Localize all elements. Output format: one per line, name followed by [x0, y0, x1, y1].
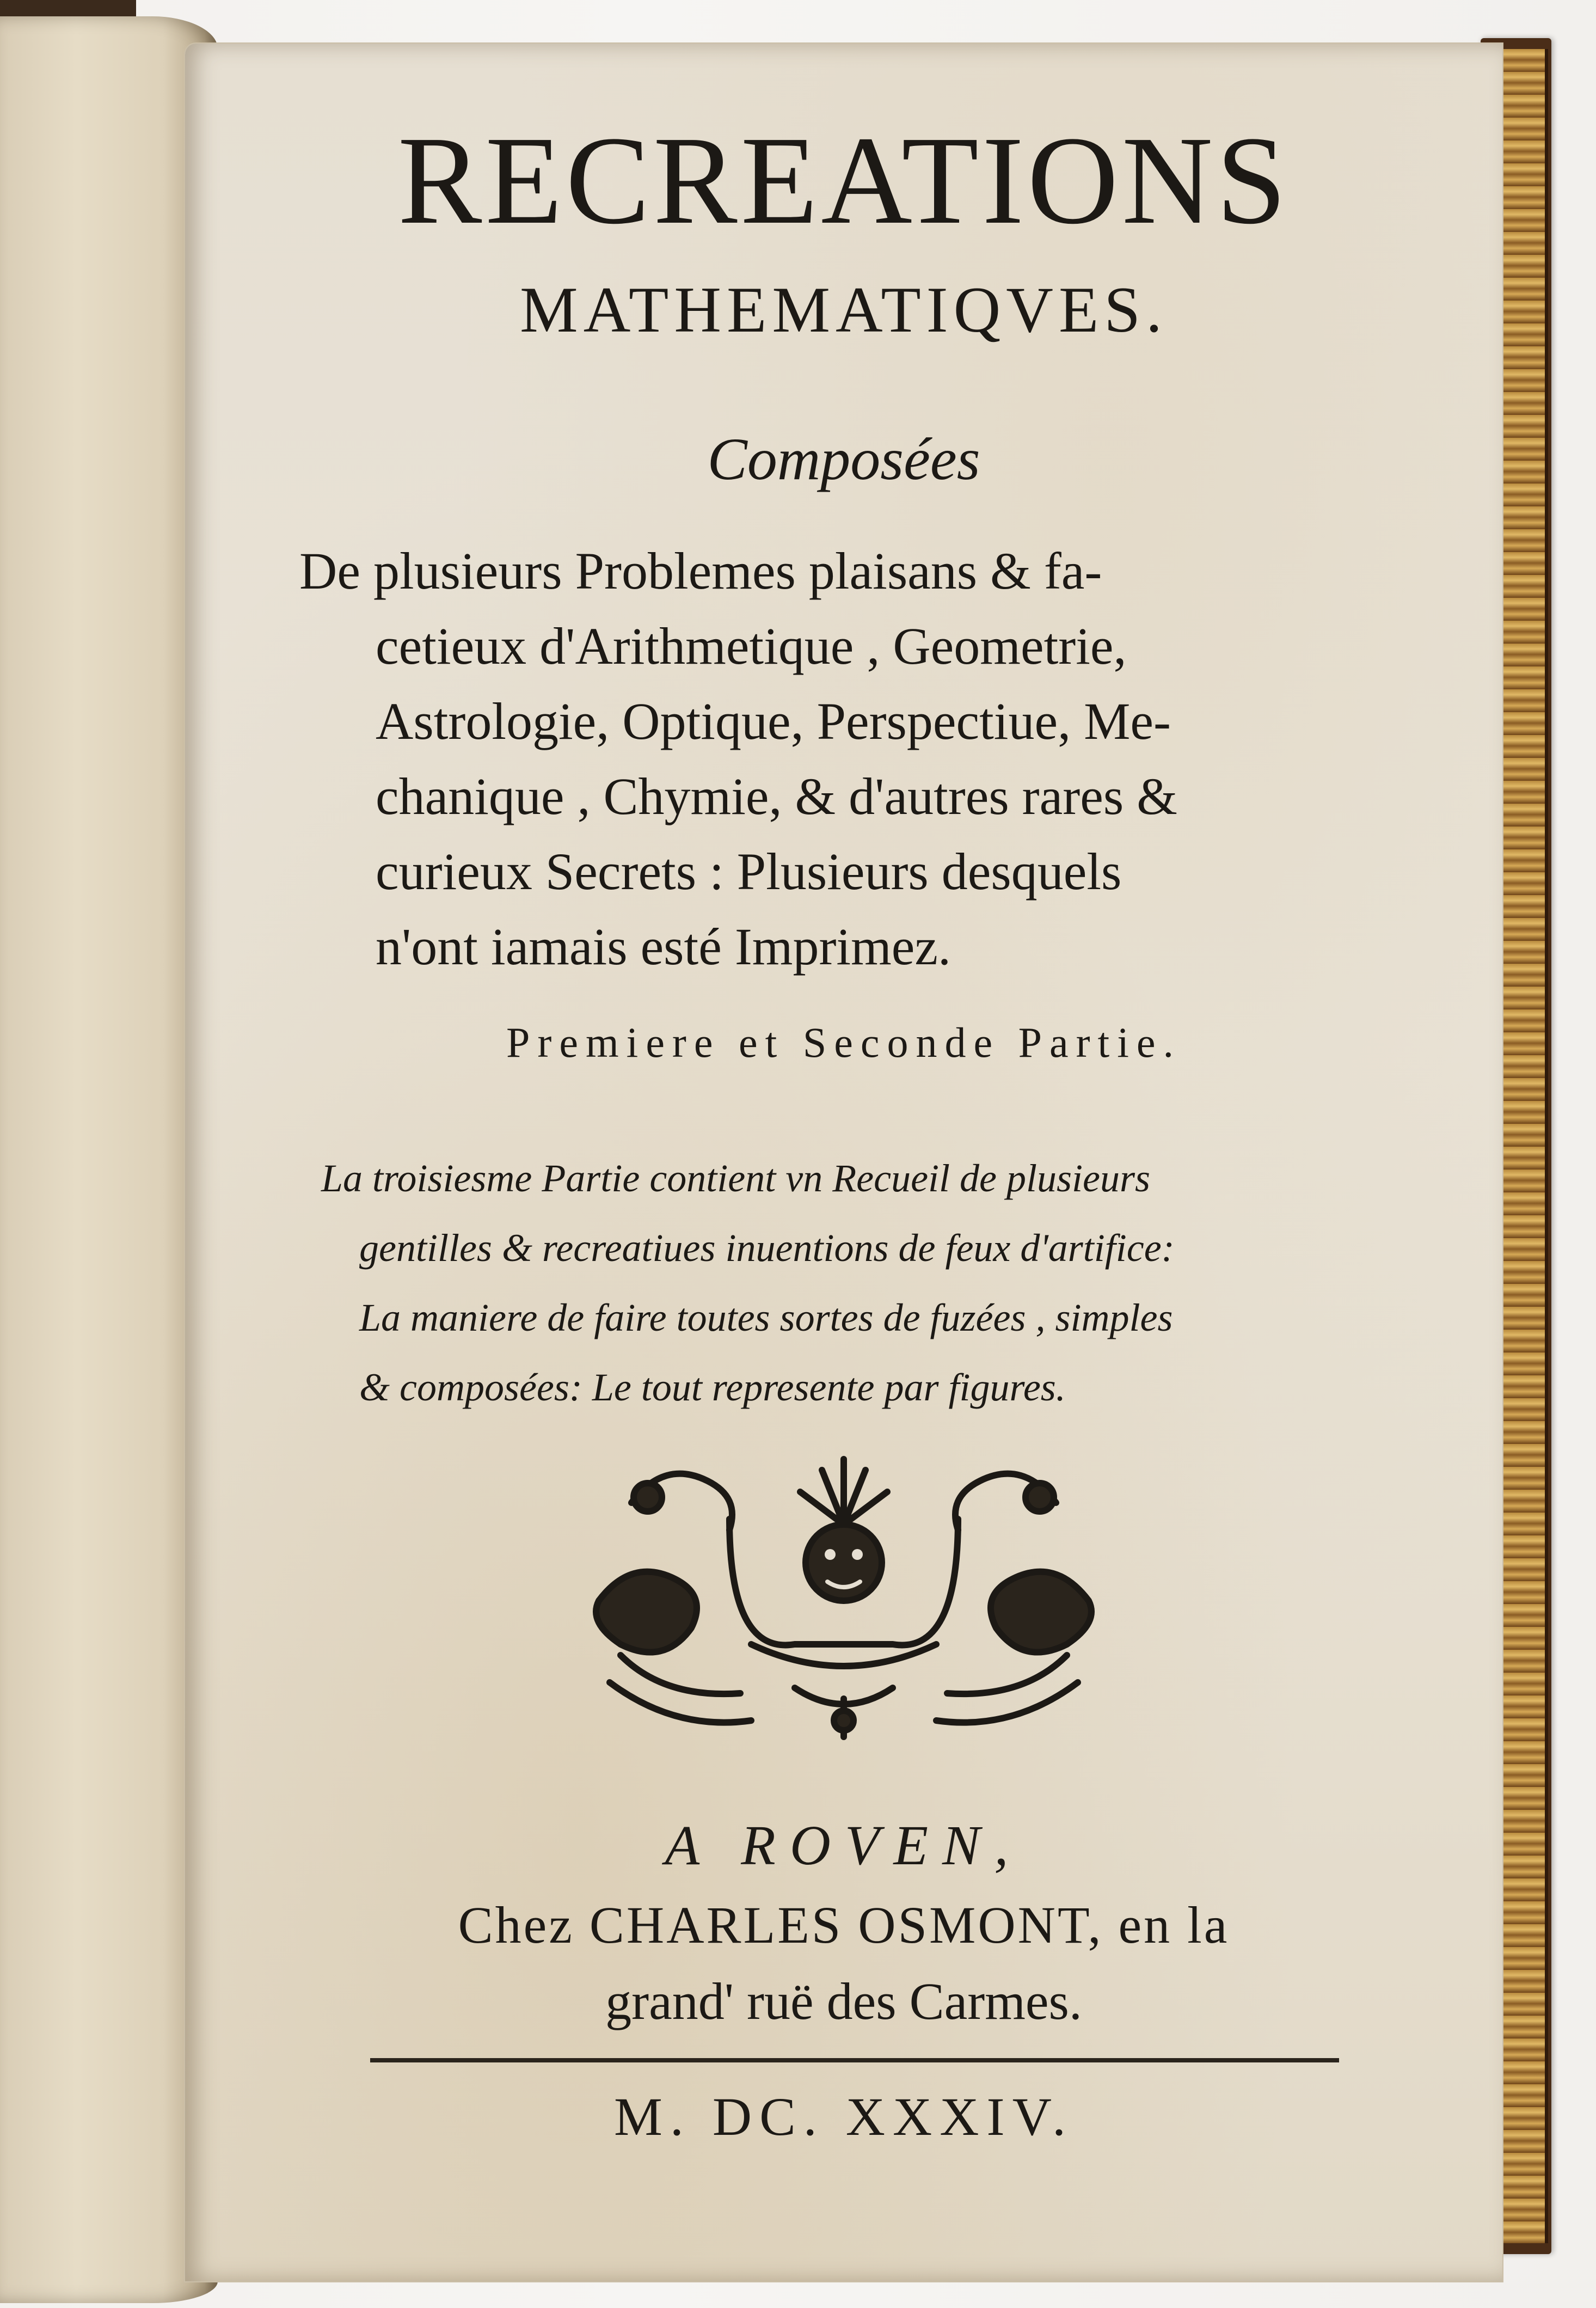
parts-heading: Premiere et Seconde Partie.	[506, 1019, 1181, 1066]
imprint-printer: Chez CHARLES OSMONT, en la	[458, 1896, 1230, 1954]
description-line: De plusieurs Problemes plaisans & fa-	[299, 542, 1102, 600]
description-line: n'ont iamais esté Imprimez.	[376, 917, 951, 976]
third-part-paragraph	[321, 1143, 1464, 1422]
description-line: cetieux d'Arithmetique , Geometrie,	[376, 617, 1127, 675]
description-line: curieux Secrets : Plusieurs desquels	[376, 842, 1122, 901]
description-line: Astrologie, Optique, Perspectiue, Me-	[376, 692, 1171, 750]
third-part-line: gentilles & recreatiues inuentions de feux d'artifice:	[359, 1226, 1175, 1270]
third-part-line: La maniere de faire toutes sortes de fuzées , simples	[359, 1296, 1173, 1339]
description-line: chanique , Chymie, & d'autres rares &	[376, 767, 1177, 825]
composed-label: Composées	[707, 426, 980, 492]
book-title: RECREATIONS	[397, 111, 1290, 250]
imprint-city: A ROVEN,	[665, 1814, 1023, 1877]
third-part-line: & composées: Le tout represente par figures.	[359, 1366, 1066, 1409]
third-part-line: La troisiesme Partie contient vn Recueil de plusieurs	[321, 1156, 1151, 1200]
title-page	[185, 44, 1502, 2281]
imprint-street: grand' ruë des Carmes.	[605, 1972, 1082, 2030]
imprint-date: M. DC. XXXIV.	[613, 2086, 1074, 2147]
book-subtitle: MATHEMATIQVES.	[520, 273, 1168, 346]
horizontal-rule	[370, 2058, 1339, 2062]
woodcut-ornament	[566, 1437, 1121, 1742]
description-paragraph	[299, 534, 1421, 984]
